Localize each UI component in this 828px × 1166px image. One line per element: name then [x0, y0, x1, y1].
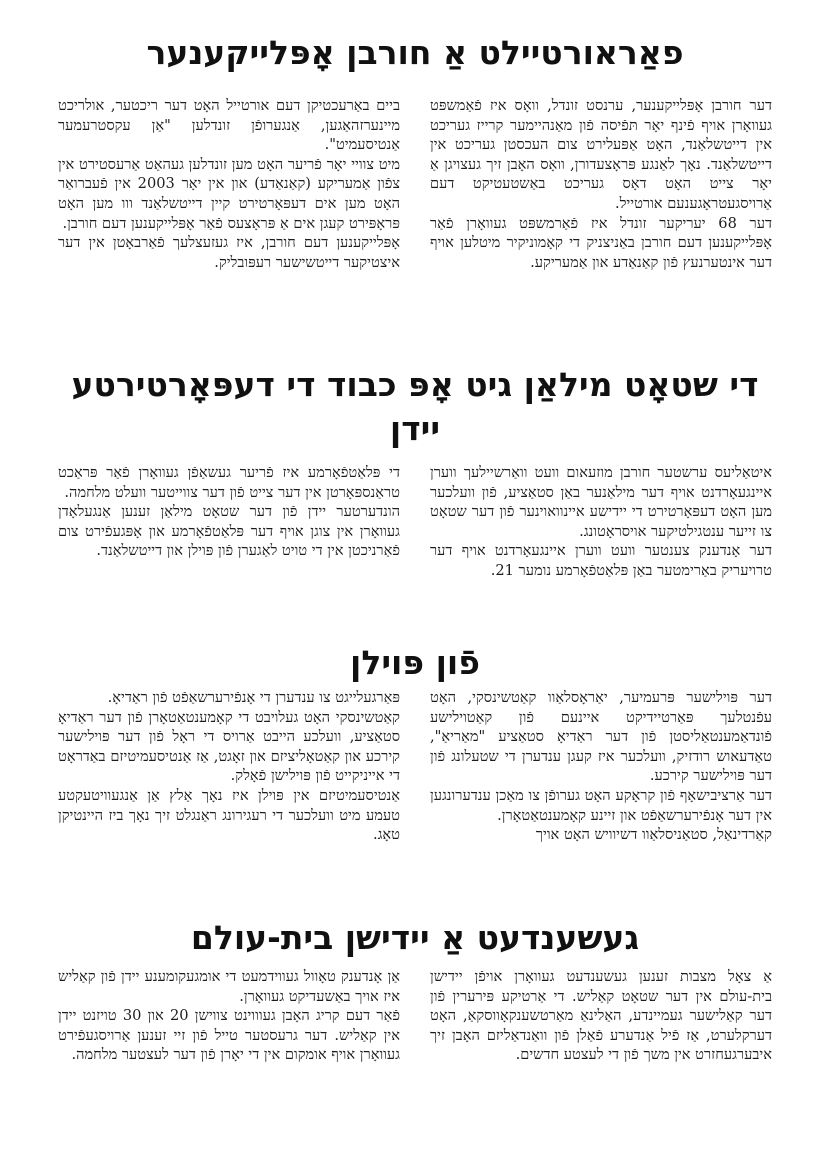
article-3-right-column [430, 688, 772, 910]
article-4-paragraph: אַן אָנדענק טאָוול געווידמעט די אומגעקומענע יידן פֿון קאַליש איז אויך באַשעדיקט געוואָרן. [58, 968, 400, 1005]
article-4-paragraph: פֿאַר דעם קריג האָבן געוווינט צווישן 20 און 30 טויזנט יידן אין קאַליש. דער גרעסטער טייל פֿון זיי זענען אַרויסגעפֿירט געוואָרן אויף אומקום אין די יאָרן פֿון דער לעצטער מלחמה. [58, 1007, 400, 1064]
article-2-right-column [430, 463, 772, 633]
article-1-body [58, 96, 772, 356]
article-3-paragraph: אַנטיסעמיטיזם אין פּוילן איז נאָך אַלץ אַן אַנגעוויטעקטע טעמע מיט וועלכער די רעגירונג ראַנגלט זיך נאָך ביז היינטיקן טאָג. [58, 786, 400, 844]
article-2-headline: די שטאָט מילאַן גיט אָפּ כבוד די דעפּאָרטירטע יידן [71, 365, 759, 448]
article-1-paragraph: דער 68 יעריקער זונדל איז פֿאַרמשפּט געוואָרן פֿאַר אָפּלייקענען דעם חורבן באַניצניק די קאָמוניקיר מיטלען אויף דער אינטערנעץ פֿון קאַנאַדע און אַמעריקע. [430, 214, 772, 271]
article-1-headline: פאַראורטיילט אַ חורבן אָפּלייקענער [146, 33, 684, 72]
article-3-paragraph: קאַרדינאַל, סטאַניסלאַוו דשיוויש האָט אויך [535, 826, 772, 844]
article-3-paragraph: דער אַרציבישאָף פֿון קראָקע האָט גערופֿן צו מאַכן ענדערונגען אין דער אָנפֿירערשאַפֿט און זיינע קאָמענטאַטאָרן. [430, 786, 772, 824]
article-1-paragraph: אָפּלייקענען דעם חורבן, איז געזעצלעך פֿאַרבאָטן אין דער איצטיקער דייטשישער רעפּובליק. [58, 234, 400, 271]
article-4-headline: געשענדעט אַ יידישן בית-עולם [190, 918, 640, 957]
article-2-left-column [58, 463, 400, 633]
article-4-right-column [430, 967, 772, 1117]
article-4-body [58, 967, 772, 1117]
article-2-paragraph: הונדערטער יידן פֿון דער שטאָט מילאַן זענען אַנגעלאָדן געוואָרן אין צוגן אויף דער פּלאַטפֿאָרמע און אָפּגעפֿירט צום פֿאַרניכטן אין די טויט לאַגערן פֿון פּוילן און דייטשלאַנד. [58, 503, 400, 560]
article-3-paragraph: קאַטשינסקי האָט געלויבט די קאָמענטאַטאָרן פֿון דער ראַדיאָ סטאַציע, וועלכע הייבט אַרויס די ראָל פֿון דער פּוילישער קירכע און קאַטאָליציזם און זאָגט, אַז אַנטיסעמיטיזם באַדראָט די אייניקייט פֿון פּוילישן פֿאָלק. [58, 708, 400, 785]
article-3-paragraph: דער פּוילישער פּרעמיער, יאַראָסלאַוו קאַטשינסקי, האָט עפֿנטלעך פּאַרטיידיקט איינעם פֿון קאַטוילישע פֿונדאַמענטאַליסטן פֿון דער ראַדיאָ סטאַציע "מאַריאַ", טאַדעאוש רודזיק, וועלכער איז קעגן ענדערן די שטעלונג פֿון דער פּוילישער קירכע. [430, 689, 772, 785]
article-4-left-column [58, 967, 400, 1117]
article-2-paragraph: די פּלאַטפֿאָרמע איז פֿריער געשאַפֿן געוואָרן פֿאַר פּראַכט טראַנספּאָרטן אין דער צייט פֿון דער צווייטער וועלט מלחמה. [58, 464, 400, 501]
article-1-paragraph: מיט צוויי יאָר פֿריער האָט מען זונדלען געהאַט אַרעסטירט אין צפֿון אַמעריקע (קאַנאַדע) און אין יאָר 2003 אין פֿעברואַר האָט מען אים דעפּאָרטירט קיין דייטשלאַנד ווו מען האָט פּראָפּירט קעגן אים אַ פּראָצעס פֿאַר אָפּלייקענען דעם חורבן. [58, 155, 400, 232]
article-3-body [58, 688, 772, 910]
article-3-left-column [58, 688, 400, 910]
article-4-paragraph: אַ צאָל מצבות זענען געשענדעט געוואָרן אויפֿן יידישן בית-עולם אין דער שטאָט קאַליש. די אַרטיקע פּירערין פֿון דער קאַלישער געמיינדע, האַלינאַ מאַרטשענקאָווסקאַ, האָט דערקלערט, אַז פֿיל אַנדערע פֿאַלן פֿון וואַנדאַליזם האָבן זיך איבערגעחזרט אין משך פֿון די לעצטע חדשים. [430, 968, 772, 1064]
article-1-left-column [58, 96, 400, 356]
article-1-paragraph: ביים באַרעכטיקן דעם אורטייל האָט דער ריכטער, אולריכט מיינערזהאַגען, אַנגערופֿן זונדלען "אַן עקסטרעמער אַנטיסעמיט". [58, 97, 400, 154]
article-3-headline: פֿון פּוילן [350, 643, 480, 682]
article-1-right-column [430, 96, 772, 356]
article-2-paragraph: דער אָנדענק צענטער וועט ווערן איינגעאָרדנט אויף דער טרויעריק באַרימטער באַן פּלאַטפֿאָרמע נומער 21. [430, 542, 772, 579]
article-3-paragraph: פּאַרגעלייגט צו ענדערן די אָנפֿירערשאַפֿט פֿון ראַדיאָ. [107, 689, 400, 706]
article-1-paragraph: דער חורבן אָפּלייקענער, ערנסט זונדל, וואָס איז פֿאַמשפּט געוואָרן אויף פֿינף יאָר תּפֿיסה פֿון מאַנהיימער קרייז געריכט אין דייטשלאַנד, האָט אַפּעלירט צום העכסטן געריכט אין דייטשלאַנד. נאָך לאַנגע פּראָצעדורן, וואָס האָבן זיך געצויגן אַ יאָר צייט האָט דאָס געריכט באַשטעטיקט דעם אַרויסגעטראָגענעם אורטייל. [430, 97, 772, 212]
article-2-paragraph: איטאַליעס ערשטער חורבן מוזעאום וועט וואַרשיילעך ווערן איינגעאָרדנט אויף דער מילאַנער באַן סטאַציע, פֿון וועלכער מען האָט דעפּאָרטירט די יידישע איינוואוינער פֿון דער שטאָט צו זייער ענטגילטיקער אויסראָטונג. [430, 464, 772, 540]
article-2-body [58, 463, 772, 633]
